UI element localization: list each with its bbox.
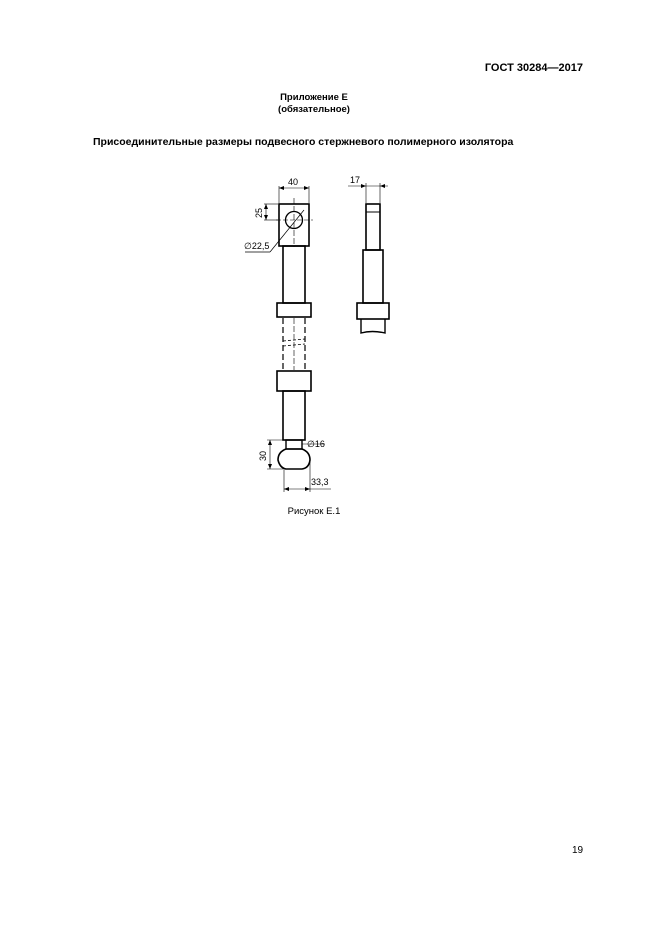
upper-rod — [283, 246, 305, 303]
dim-ball-height: 30 — [258, 450, 268, 461]
document-code: ГОСТ 30284—2017 — [484, 62, 583, 74]
dim-ball-width: 33,3 — [311, 477, 329, 487]
dim-thickness: 17 — [350, 175, 361, 185]
ball-neck — [286, 440, 302, 449]
dim-hole-diameter: ∅22,5 — [244, 241, 270, 251]
section-title: Присоединительные размеры подвесного стержневого полимерного изолятора — [93, 136, 514, 148]
page-number: 19 — [572, 845, 584, 856]
side-flange — [357, 303, 389, 319]
dim-width-top: 40 — [288, 177, 299, 187]
ball-end — [278, 449, 310, 469]
annex-status: (обязательное) — [278, 104, 350, 115]
lower-flange — [277, 371, 311, 391]
dim-neck-diameter: ∅16 — [307, 439, 325, 449]
side-eye — [366, 204, 380, 250]
lower-rod — [283, 391, 305, 440]
side-rod — [363, 250, 383, 303]
dim-hole-offset: 25 — [254, 207, 264, 218]
side-break — [361, 319, 385, 333]
upper-flange — [277, 303, 311, 317]
annex-title: Приложение Е — [280, 92, 348, 103]
figure-caption: Рисунок Е.1 — [287, 506, 341, 517]
